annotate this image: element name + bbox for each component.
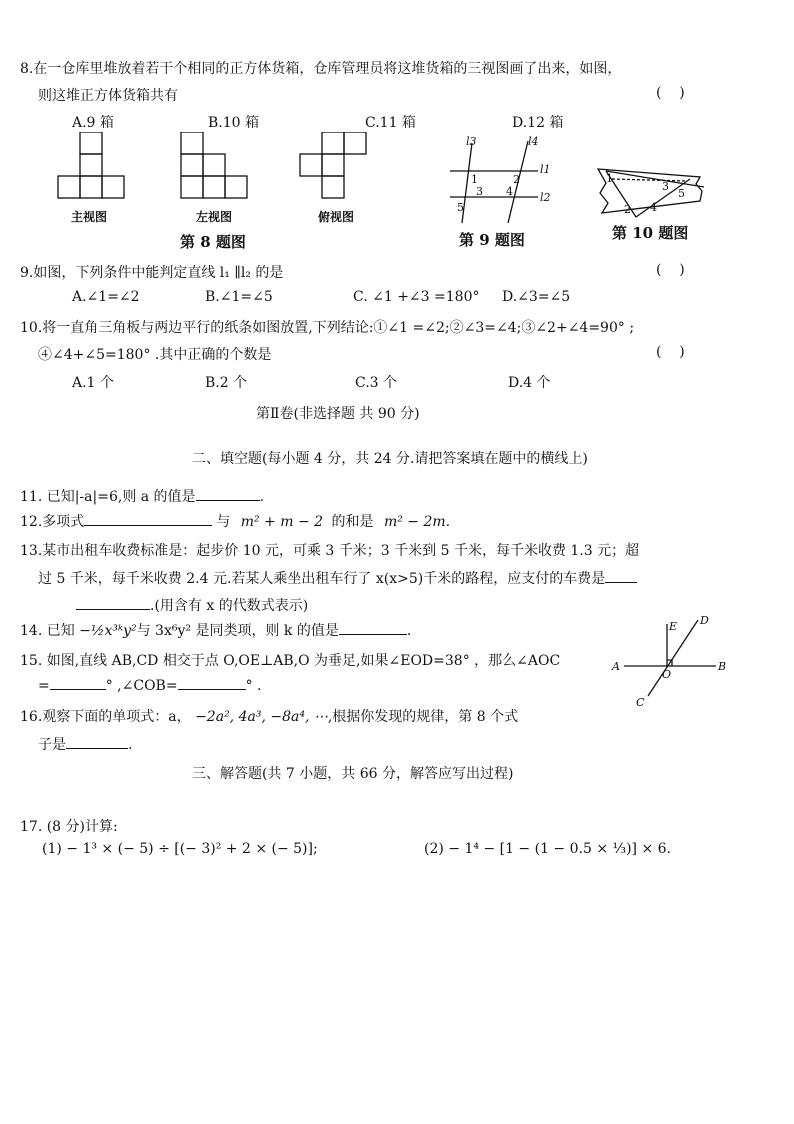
fig10-angle-1: 1 [606, 172, 613, 185]
q15-line2 [38, 678, 261, 694]
q12-expression-2: m² − 2m. [383, 514, 451, 530]
fig9-l4-label: l4 [528, 135, 539, 148]
q8-option-b: B.10 箱 [208, 115, 260, 131]
q17-part1: (1) − 1³ × (− 5) ÷ [(− 3)² + 2 × (− 5)]; [42, 841, 318, 857]
q12-line [20, 511, 450, 531]
q16-stem-rest: ,根据你发现的规律，第 8 个式 [327, 709, 519, 725]
fig9-angle-1: 1 [471, 173, 478, 186]
q15-aoc-answer-blank[interactable] [50, 688, 106, 690]
q9-answer-paren: ( ) [656, 262, 685, 278]
q16-answer-blank[interactable] [66, 747, 128, 749]
q14-stem: 14. 已知 [20, 623, 75, 639]
q13-line1: 13.某市出租车收费标准是：起步价 10 元，可乘 3 千米；3 千米到 5 千米，每千米收费 1.3 元；超 [20, 543, 640, 559]
q14-mid: 与 3x⁶y² 是同类项，则 k 的值是 [136, 623, 339, 639]
q16-line2-text: 子是 [38, 737, 66, 753]
q16-stem: 16.观察下面的单项式：a， [20, 709, 191, 725]
q15-intersecting-lines-figure [610, 612, 740, 710]
q9-figure-caption: 第 9 题图 [459, 231, 525, 249]
q12-answer-blank[interactable] [84, 524, 212, 526]
fig15-label-c: C [636, 696, 645, 709]
q14-end: . [406, 623, 412, 639]
q9-option-b: B.∠1=∠5 [205, 289, 273, 305]
q9-option-d: D.∠3=∠5 [502, 289, 571, 305]
q11-stem: 11. 已知|-a|=6,则 a 的值是 [20, 489, 196, 505]
q10-answer-paren: ( ) [656, 344, 685, 360]
q8-three-views-figure [55, 132, 395, 204]
q16-end: . [128, 737, 133, 753]
q10-line1: 10.将一直角三角板与两边平行的纸条如图放置,下列结论:①∠1 =∠2;②∠3=∠4;③∠2+∠4=90° ; [20, 320, 635, 336]
fig10-angle-4: 4 [650, 201, 657, 214]
front-view-label: 主视图 [71, 210, 108, 224]
q15-cob-label: ° ,∠COB= [105, 678, 178, 694]
q14-expression: −½x³ᵏy² [79, 623, 137, 639]
fig15-label-e: E [669, 620, 678, 633]
q11-end: . [259, 489, 265, 505]
q13-line3 [76, 595, 308, 615]
q15-line1: 15. 如图,直线 AB,CD 相交于点 O,OE⊥AB,O 为垂足,如果∠EOD=38° ，那么∠AOC [20, 653, 561, 669]
q12-stem: 12.多项式 [20, 514, 85, 530]
fig15-label-a: A [612, 660, 620, 673]
fig10-angle-5: 5 [678, 187, 685, 200]
q13-answer-blank-part1[interactable] [605, 581, 637, 583]
q8-option-c: C.11 箱 [365, 115, 416, 131]
q15-end: ° . [245, 678, 262, 694]
q13-line2-text: 过 5 千米，每千米收费 2.4 元.若某人乘坐出租车行了 x(x>5)千米的路程，应支付的车费是 [38, 571, 606, 587]
fig9-l1-label: l1 [540, 163, 551, 176]
q10-option-c: C.3 个 [355, 375, 398, 391]
q17-part2: (2) − 1⁴ − [1 − (1 − 0.5 × ⅓)] × 6. [424, 841, 671, 857]
fig15-label-b: B [718, 660, 727, 673]
fig9-angle-5: 5 [457, 201, 464, 214]
top-view-label: 俯视图 [318, 210, 355, 224]
q14-line [20, 620, 411, 640]
fig9-l3-label: l3 [466, 135, 477, 148]
left-view [181, 132, 247, 198]
top-view [300, 132, 366, 198]
q15-equals: = [38, 678, 50, 694]
q8-option-d: D.12 箱 [512, 115, 564, 131]
section2-title: 二、填空题(每小题 4 分，共 24 分.请把答案填在题中的横线上) [192, 451, 588, 467]
q10-line2: ④∠4+∠5=180° .其中正确的个数是 [38, 347, 272, 363]
q9-stem: 9.如图，下列条件中能判定直线 l₁ ∥l₂ 的是 [20, 265, 284, 281]
q12-sum-is: 的和是 [331, 514, 374, 530]
q8-line2: 则这堆正方体货箱共有 [38, 88, 178, 104]
left-view-label: 左视图 [196, 210, 233, 224]
fig10-angle-3: 3 [662, 180, 669, 193]
q13-line3-text: .(用含有 x 的代数式表示) [150, 598, 309, 614]
q16-sequence: −2a², 4a³, −8a⁴, ⋯ [195, 709, 328, 725]
fig10-angle-2: 2 [624, 203, 631, 216]
q17-head: 17. (8 分)计算: [20, 819, 118, 835]
fig9-angle-4: 4 [506, 185, 513, 198]
q9-option-a: A.∠1=∠2 [72, 289, 140, 305]
fig9-l2-label: l2 [540, 191, 551, 204]
fig9-angle-3: 3 [476, 185, 483, 198]
q15-cob-answer-blank[interactable] [178, 688, 246, 690]
q9-option-c: C. ∠1 +∠3 =180° [353, 289, 480, 305]
q10-triangle-strip-figure [592, 157, 712, 221]
q11-answer-blank[interactable] [196, 499, 260, 501]
q8-answer-paren: ( ) [656, 85, 685, 101]
q13-line2 [38, 568, 637, 588]
fig15-label-d: D [700, 614, 709, 627]
q8-figure-caption: 第 8 题图 [180, 233, 246, 251]
q11-line [20, 486, 264, 506]
q14-answer-blank[interactable] [339, 633, 407, 635]
q16-line1 [20, 706, 518, 726]
q10-figure-caption: 第 10 题图 [612, 224, 689, 242]
q9-parallel-lines-figure [440, 133, 560, 225]
q10-option-b: B.2 个 [205, 375, 248, 391]
fig9-angle-2: 2 [513, 173, 520, 186]
q8-option-a: A.9 箱 [72, 115, 114, 131]
q10-option-d: D.4 个 [508, 375, 551, 391]
fig15-label-o: O [662, 668, 672, 681]
q13-answer-blank-part2[interactable] [76, 608, 150, 610]
q10-option-a: A.1 个 [72, 375, 114, 391]
q8-line1: 8.在一仓库里堆放着若干个相同的正方体货箱，仓库管理员将这堆货箱的三视图画了出来，如图， [20, 61, 622, 77]
part2-title: 第Ⅱ卷(非选择题 共 90 分) [256, 406, 420, 422]
front-view [58, 132, 124, 198]
q16-line2 [38, 734, 132, 754]
q12-with: 与 [216, 514, 231, 530]
section3-title: 三、解答题(共 7 小题，共 66 分，解答应写出过程) [192, 766, 514, 782]
q12-expression-1: m² + m − 2 [240, 514, 324, 530]
